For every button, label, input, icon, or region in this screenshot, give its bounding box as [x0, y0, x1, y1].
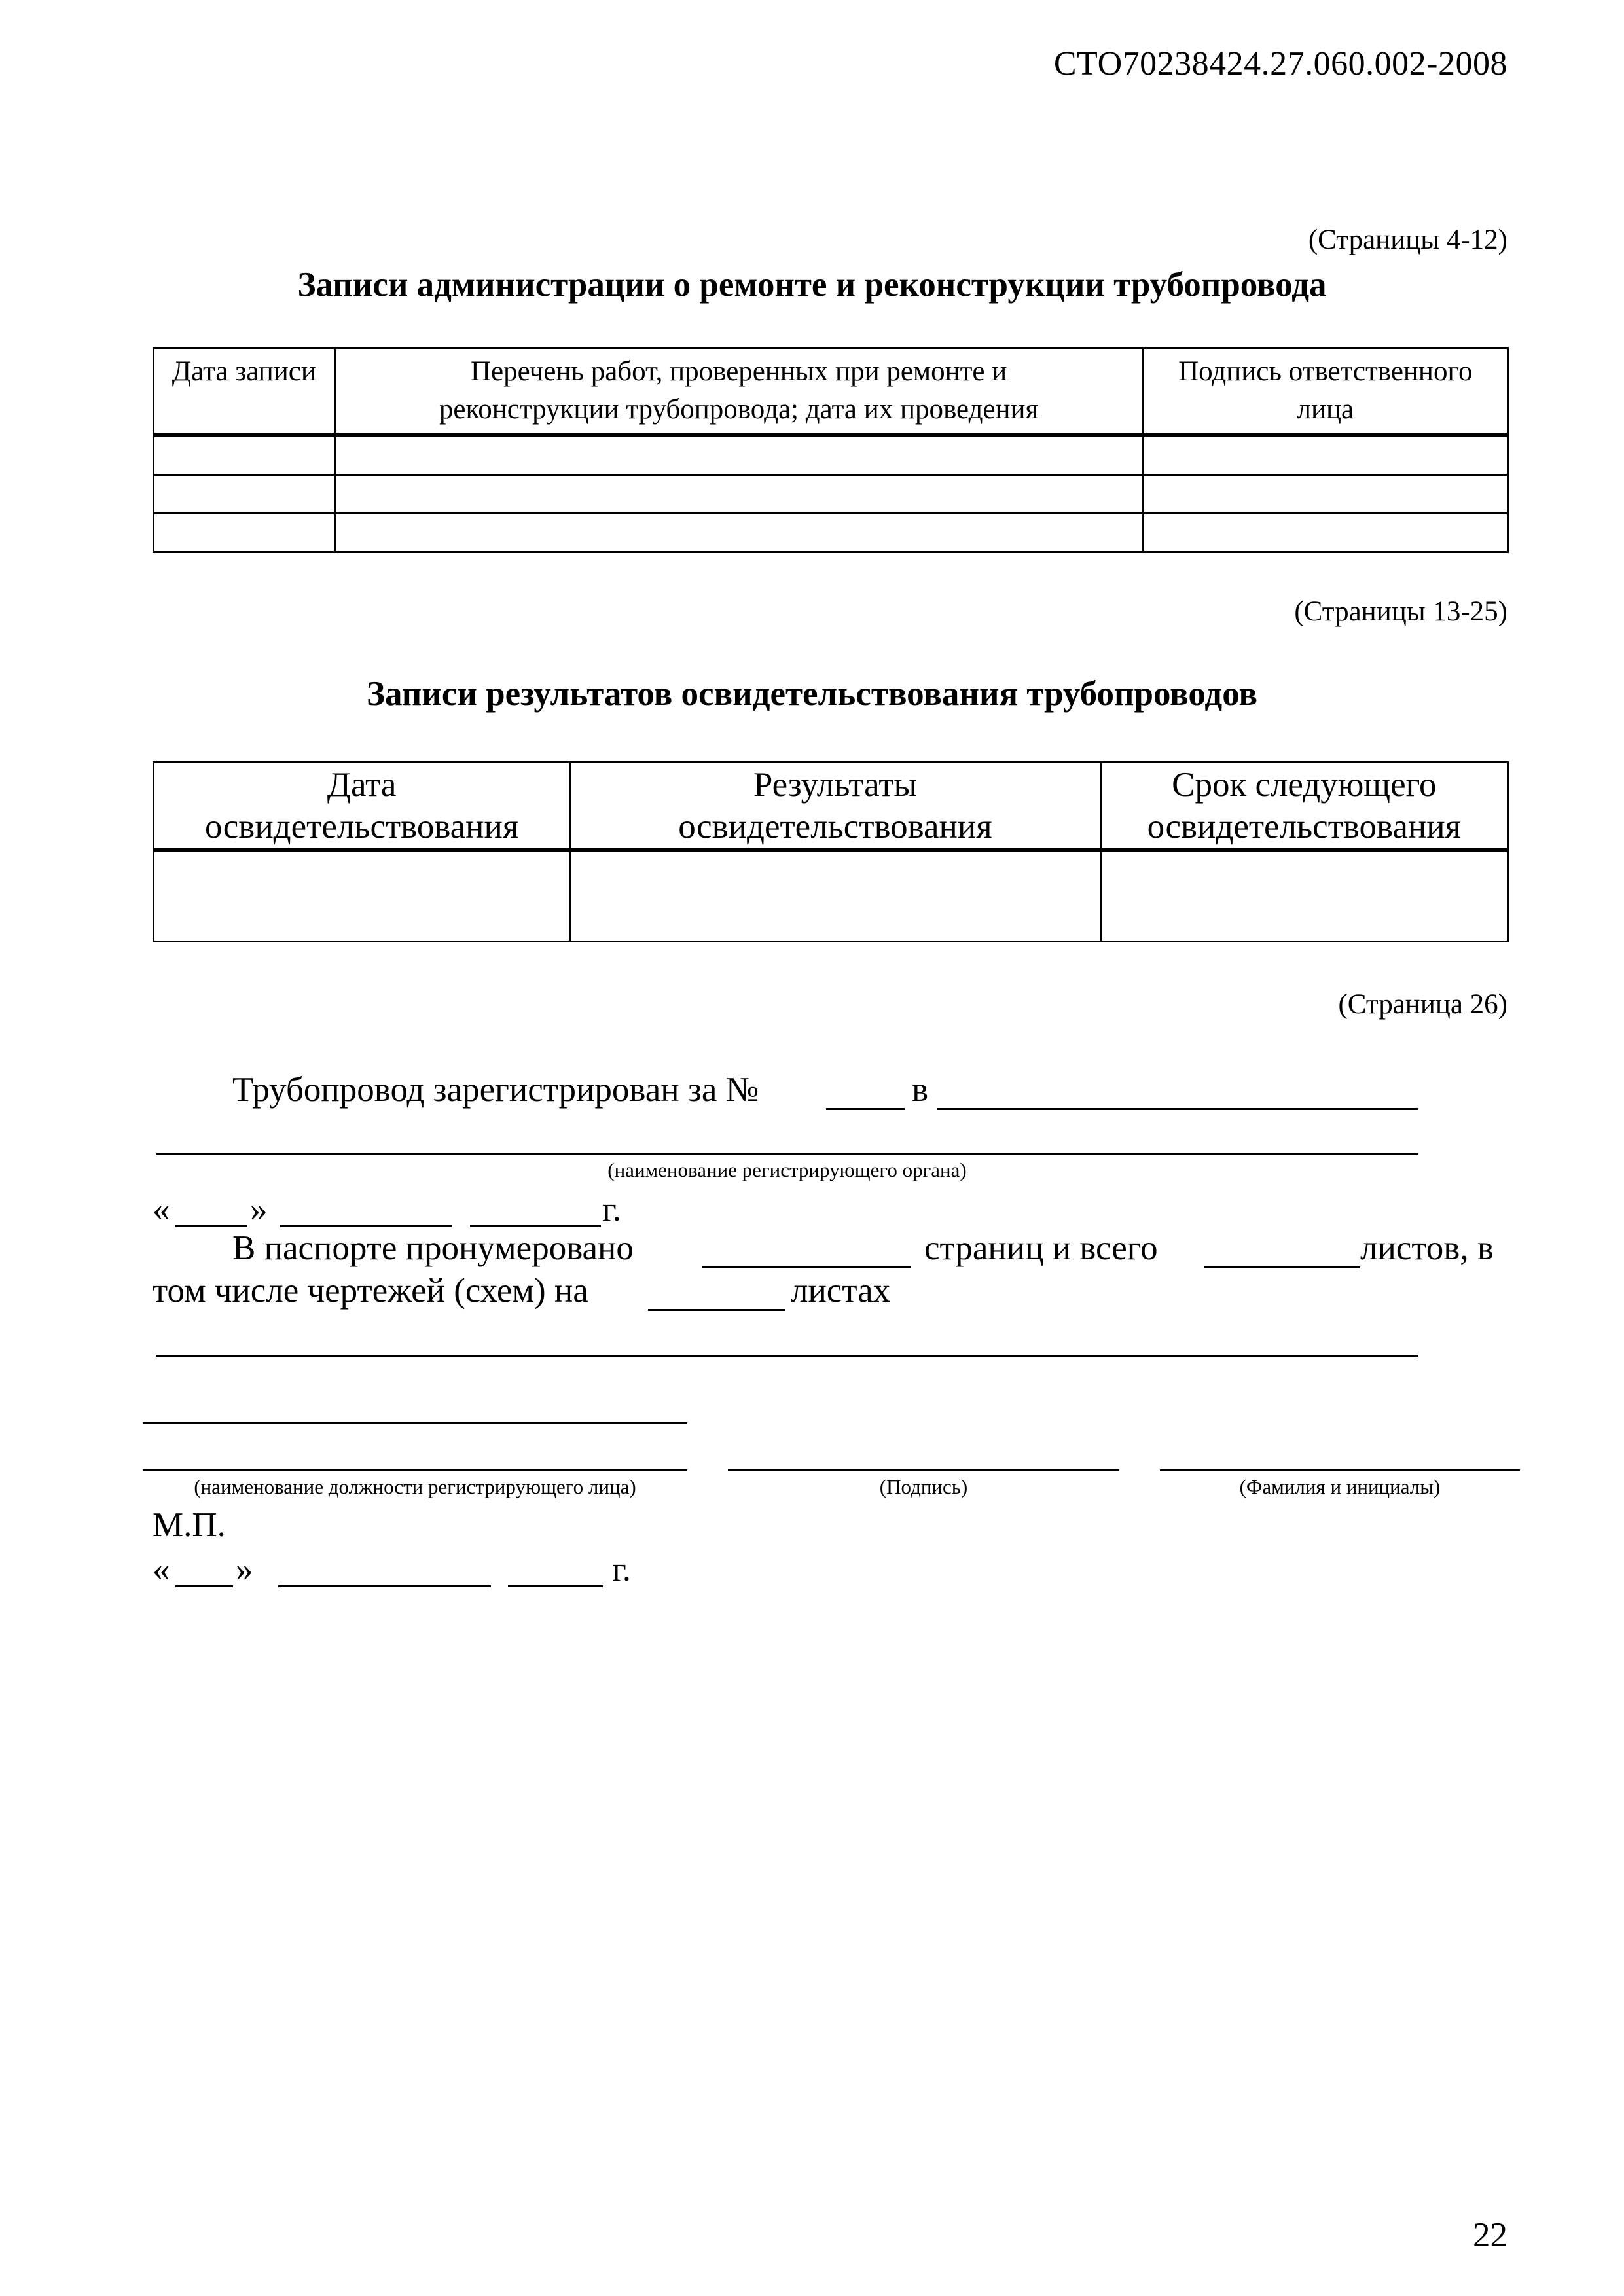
table-row — [154, 475, 1508, 514]
registered-text: Трубопровод зарегистрирован за № — [232, 1071, 759, 1109]
registering-organ-line — [156, 1153, 1418, 1155]
signature-line — [728, 1469, 1119, 1471]
pages-note-1: (Страницы 4-12) — [1308, 224, 1507, 255]
sheets-plural: листах — [791, 1272, 891, 1310]
date2-close-quote: » — [236, 1551, 253, 1588]
date-open-quote: « — [153, 1191, 170, 1229]
registration-number-blank — [826, 1108, 905, 1110]
header-date: Дата записи — [154, 348, 335, 435]
table-header-row — [154, 762, 1508, 851]
day2-blank — [175, 1585, 233, 1587]
month2-blank — [278, 1585, 491, 1587]
table-header-row — [154, 348, 1508, 435]
stamp-label: М.П. — [153, 1506, 226, 1544]
year-suffix: г. — [602, 1191, 622, 1229]
drawings-text: том числе чертежей (схем) на — [153, 1272, 588, 1310]
registration-place-blank — [937, 1108, 1418, 1110]
section2-title: Записи результатов освидетельствования трубопроводов — [366, 675, 1258, 713]
pages-note-2: (Страницы 13-25) — [1294, 596, 1507, 627]
header-inspection-date: Дата освидетельствования — [154, 762, 570, 851]
date-close-quote: » — [250, 1191, 268, 1229]
date2-open-quote: « — [153, 1551, 170, 1588]
position-line-2 — [143, 1469, 687, 1471]
inspection-results-table — [153, 761, 1509, 942]
position-caption: (наименование должности регистрирующего лица) — [194, 1475, 636, 1498]
month-blank — [280, 1225, 452, 1227]
year2-suffix: г. — [612, 1551, 632, 1588]
table-row — [154, 514, 1508, 552]
position-line-1 — [143, 1422, 687, 1424]
pages-word: страниц и всего — [924, 1229, 1158, 1267]
document-code: СТО70238424.27.060.002-2008 — [1053, 45, 1507, 82]
name-caption: (Фамилия и инициалы) — [1239, 1475, 1441, 1498]
registered-in-text: в — [912, 1071, 929, 1109]
page-number: 22 — [1473, 2216, 1507, 2254]
day-blank — [175, 1225, 247, 1227]
header-inspection-results: Результаты освидетельствования — [570, 762, 1100, 851]
org-caption: (наименование регистрирующего органа) — [607, 1158, 967, 1181]
header-works: Перечень работ, проверенных при ремонте и реконструкции трубопровода; дата их проведения — [334, 348, 1143, 435]
year-blank — [470, 1225, 601, 1227]
table-row — [154, 850, 1508, 942]
header-next-inspection: Срок следующего освидетельствования — [1100, 762, 1507, 851]
repair-records-table — [153, 347, 1509, 553]
passport-text: В паспорте пронумеровано — [232, 1229, 634, 1267]
pages-note-3: (Страница 26) — [1338, 989, 1507, 1020]
pages-count-blank — [702, 1266, 911, 1268]
signature-caption: (Подпись) — [879, 1475, 968, 1498]
sheets-word: листов, в — [1360, 1229, 1494, 1267]
year2-blank — [508, 1585, 603, 1587]
header-signature: Подпись ответственного лица — [1143, 348, 1507, 435]
extra-line — [156, 1355, 1418, 1357]
section1-title: Записи администрации о ремонте и реконструкции трубопровода — [297, 266, 1327, 304]
sheets-count-blank — [1204, 1266, 1360, 1268]
table-row — [154, 435, 1508, 475]
drawings-count-blank — [648, 1309, 785, 1311]
name-line — [1160, 1469, 1520, 1471]
